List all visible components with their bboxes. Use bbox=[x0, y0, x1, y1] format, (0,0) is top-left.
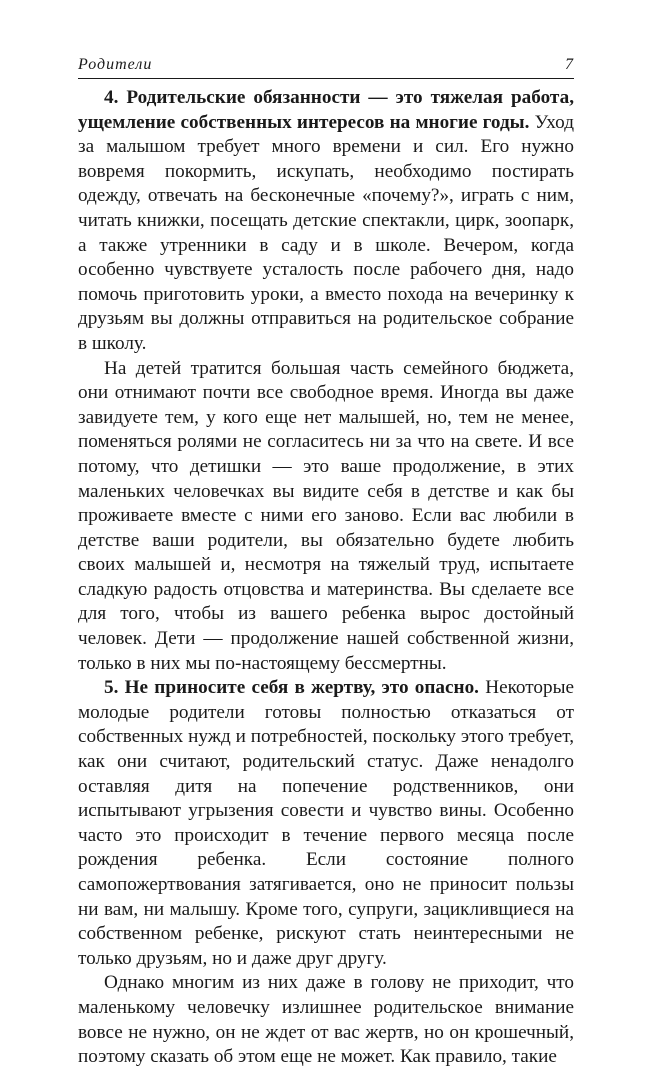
body-text bbox=[78, 86, 574, 1070]
paragraph-parental-duties bbox=[78, 86, 574, 357]
running-header bbox=[78, 56, 574, 79]
paragraph-family-budget bbox=[78, 357, 574, 677]
paragraph-lead: 4. Родительские обязанности — это тяжелая работа, ущемление собственных интересов на многие годы. bbox=[78, 87, 574, 133]
section-title: Родители bbox=[78, 56, 153, 73]
paragraph-text: Однако многим из них даже в голову не приходит, что маленькому человечку излишнее родительское внимание вовсе не нужно, он не ждет от вас жертв, но он крошечный, поэтому сказать об этом еще не может. Как правило, такие bbox=[78, 972, 574, 1068]
paragraph-attention bbox=[78, 971, 574, 1069]
paragraph-self-sacrifice bbox=[78, 676, 574, 971]
page-number: 7 bbox=[565, 56, 574, 73]
paragraph-lead: 5. Не приносите себя в жертву, это опасно. bbox=[104, 677, 479, 699]
paragraph-text: На детей тратится большая часть семейного бюджета, они отнимают почти все свободное время. Иногда вы даже завидуете тем, у кого еще нет малышей, но, тем не менее, поменяться ролями не согласитесь ни за что на свете. И все потому, что детишки — это ваше продолжение, в этих маленьких человечках вы видите себя в детстве и как бы проживаете вместе с ними его заново. Если вас любили в детстве ваши родители, вы обязательно будете любить своих малышей и, несмотря на тяжелый труд, испытаете сладкую радость отцовства и материнства. Вы сделаете все для того, чтобы из вашего ребенка вырос достойный человек. Дети — продолжение нашей собственной жизни, только в них мы по-настоящему бессмертны. bbox=[78, 357, 574, 674]
paragraph-text: Уход за малышом требует много времени и сил. Его нужно вовремя покормить, искупать, необходимо постирать одежду, отвечать на бесконечные «почему?», играть с ним, читать книжки, посещать детские спектакли, цирк, зоопарк, а также утренники в саду и в школе. Вечером, когда особенно чувствуете усталость после рабочего дня, надо помочь приготовить уроки, а вместо похода на вечеринку к друзьям вы должны отправиться на родительское собрание в школу. bbox=[78, 111, 574, 354]
paragraph-text: Некоторые молодые родители готовы полностью отказаться от собственных нужд и потребностей, поскольку этого требует, как они считают, родительский статус. Даже ненадолго оставляя дитя на попечение родственников, они испытывают угрызения совести и чувство вины. Особенно часто это происходит в течение первого месяца после рождения ребенка. Если состояние полного самопожертвования затягивается, оно не приносит пользы ни вам, ни малышу. Кроме того, супруги, зацикливщиеся на собственном ребенке, рискуют стать неинтересными не только друзьям, но и даже друг другу. bbox=[78, 677, 575, 969]
